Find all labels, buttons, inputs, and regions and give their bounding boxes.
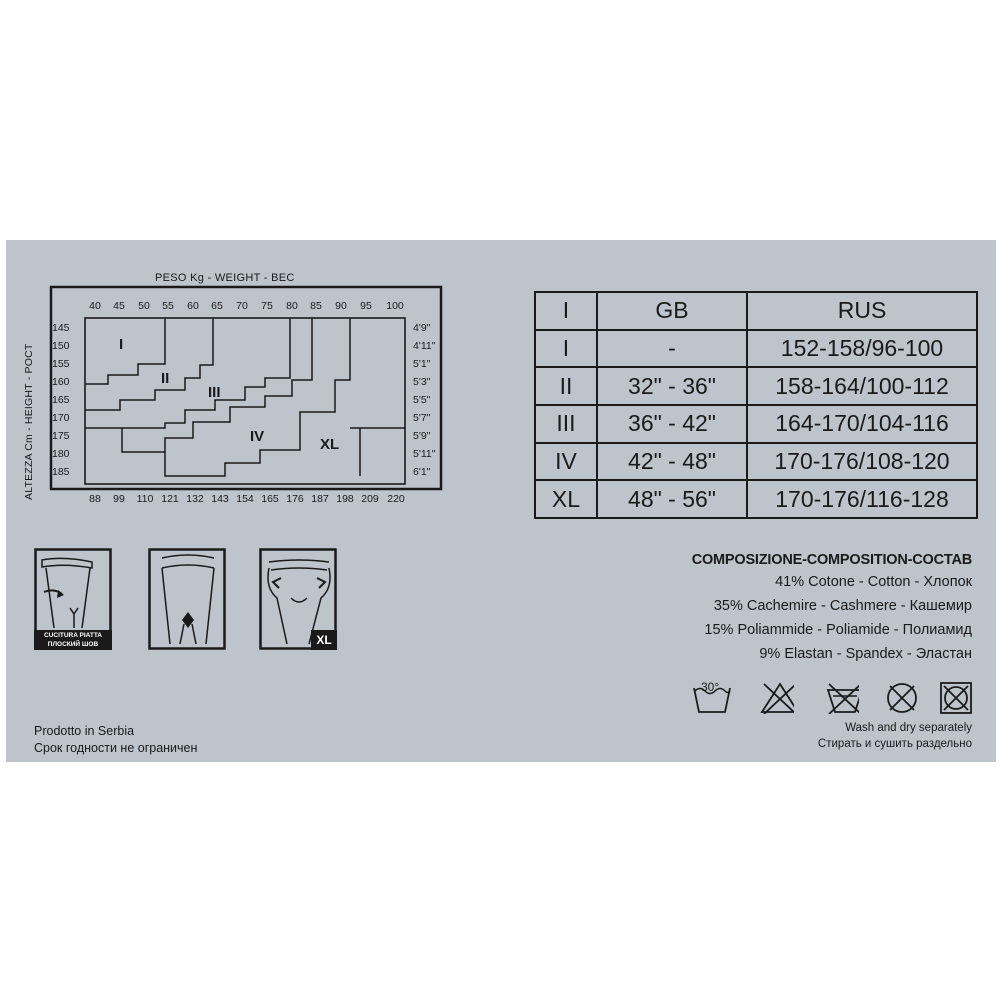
composition-line: 35% Cachemire - Cashmere - Кашемир <box>713 598 972 614</box>
table-cell: IV <box>535 443 597 481</box>
height-cm-tick: 145 <box>52 322 70 334</box>
weight-lbs-tick: 132 <box>186 493 204 505</box>
table-row <box>535 480 977 518</box>
weight-lbs-tick: 121 <box>161 493 179 505</box>
care-note-ru: Стирать и сушить раздельно <box>817 738 972 750</box>
height-ft-tick: 5'1" <box>413 358 431 370</box>
height-cm-tick: 175 <box>52 430 70 442</box>
tights-gusset-icon <box>148 548 226 650</box>
height-cm-tick: 160 <box>52 376 70 388</box>
height-ft-tick: 5'5" <box>413 394 431 406</box>
shelf-life-label: Срок годности не ограничен <box>34 741 198 755</box>
height-ft-tick: 5'11" <box>413 448 436 460</box>
table-cell: XL <box>535 480 597 518</box>
zone-label: II <box>161 370 170 387</box>
made-in-label: Prodotto in Serbia <box>34 724 135 738</box>
table-cell: 170-176/116-128 <box>747 480 977 518</box>
weight-tick: 80 <box>286 300 298 312</box>
height-cm-tick: 180 <box>52 448 70 460</box>
table-row <box>535 367 977 405</box>
weight-tick: 85 <box>310 300 322 312</box>
height-axis-title: ALTEZZA Cm - HEIGHT - POCT <box>23 343 35 500</box>
height-ft-tick: 4'9" <box>413 322 431 334</box>
no-dry-clean-icon <box>938 680 972 714</box>
composition-line: 9% Elastan - Spandex - Эластан <box>759 646 972 662</box>
height-cm-tick: 155 <box>52 358 70 370</box>
weight-tick: 95 <box>360 300 372 312</box>
weight-tick: 55 <box>162 300 174 312</box>
header-cell: I <box>535 292 597 330</box>
weight-lbs-tick: 165 <box>261 493 279 505</box>
wash-30-icon <box>692 680 726 714</box>
height-ft-tick: 4'11" <box>413 340 436 352</box>
height-ft-tick: 6'1" <box>413 466 431 478</box>
weight-lbs-tick: 143 <box>211 493 229 505</box>
table-cell: III <box>535 405 597 443</box>
weight-lbs-tick: 187 <box>311 493 329 505</box>
weight-tick: 45 <box>113 300 125 312</box>
table-cell: II <box>535 367 597 405</box>
table-row <box>535 330 977 368</box>
weight-lbs-tick: 154 <box>236 493 254 505</box>
weight-tick: 40 <box>89 300 101 312</box>
table-cell: 36" - 42" <box>597 405 747 443</box>
weight-tick: 50 <box>138 300 150 312</box>
header-cell: RUS <box>747 292 977 330</box>
gusset-pictogram <box>148 548 226 650</box>
table-cell: 48" - 56" <box>597 480 747 518</box>
composition-line: 41% Cotone - Cotton - Хлопок <box>775 574 972 590</box>
table-cell: I <box>535 330 597 368</box>
weight-tick: 90 <box>335 300 347 312</box>
no-bleach-icon <box>760 680 794 714</box>
weight-lbs-tick: 209 <box>361 493 379 505</box>
table-cell: 170-176/108-120 <box>747 443 977 481</box>
table-header <box>535 292 977 330</box>
size-table <box>534 291 978 519</box>
table-cell: 152-158/96-100 <box>747 330 977 368</box>
weight-tick: 75 <box>261 300 273 312</box>
table-row <box>535 443 977 481</box>
height-ft-tick: 5'7" <box>413 412 431 424</box>
zone-label: I <box>119 336 124 353</box>
zone-label: XL <box>320 436 340 453</box>
weight-lbs-tick: 176 <box>286 493 304 505</box>
weight-tick: 100 <box>386 300 404 312</box>
weight-lbs-tick: 88 <box>89 493 101 505</box>
height-cm-tick: 165 <box>52 394 70 406</box>
flat-seam-caption <box>34 630 112 650</box>
height-ft-tick: 5'9" <box>413 430 431 442</box>
zone-label: III <box>208 384 221 401</box>
height-ft-tick: 5'3" <box>413 376 431 388</box>
weight-axis-title: PESO Kg - WEIGHT - BEC <box>155 272 295 284</box>
wash-temp-label: 30° <box>701 680 720 694</box>
weight-lbs-tick: 220 <box>387 493 405 505</box>
table-row <box>535 405 977 443</box>
no-tumble-dry-icon <box>825 680 859 714</box>
care-note-en: Wash and dry separately <box>845 722 972 734</box>
weight-lbs-tick: 99 <box>113 493 125 505</box>
table-cell: 164-170/104-116 <box>747 405 977 443</box>
composition-title: COMPOSIZIONE-COMPOSITION-COCTAB <box>691 552 972 568</box>
table-cell: 158-164/100-112 <box>747 367 977 405</box>
height-cm-tick: 185 <box>52 466 70 478</box>
weight-tick: 60 <box>187 300 199 312</box>
flat-seam-caption-it: CUCITURA PIATTA <box>43 632 102 639</box>
weight-lbs-tick: 110 <box>136 493 154 505</box>
no-iron-icon <box>884 680 918 714</box>
zone-label: IV <box>250 428 265 445</box>
weight-lbs-tick: 198 <box>336 493 354 505</box>
table-cell: 32" - 36" <box>597 367 747 405</box>
flat-seam-caption-ru: ПЛОСКИЙ ШОВ <box>47 641 99 648</box>
composition-line: 15% Poliammide - Poliamide - Полиамид <box>704 622 972 638</box>
table-cell: 42" - 48" <box>597 443 747 481</box>
weight-tick: 70 <box>236 300 248 312</box>
table-cell: - <box>597 330 747 368</box>
height-cm-tick: 170 <box>52 412 70 424</box>
xl-pictogram <box>259 548 337 650</box>
header-cell: GB <box>597 292 747 330</box>
xl-badge: XL <box>311 630 337 650</box>
flat-seam-pictogram <box>34 548 112 650</box>
height-cm-tick: 150 <box>52 340 70 352</box>
weight-tick: 65 <box>211 300 223 312</box>
